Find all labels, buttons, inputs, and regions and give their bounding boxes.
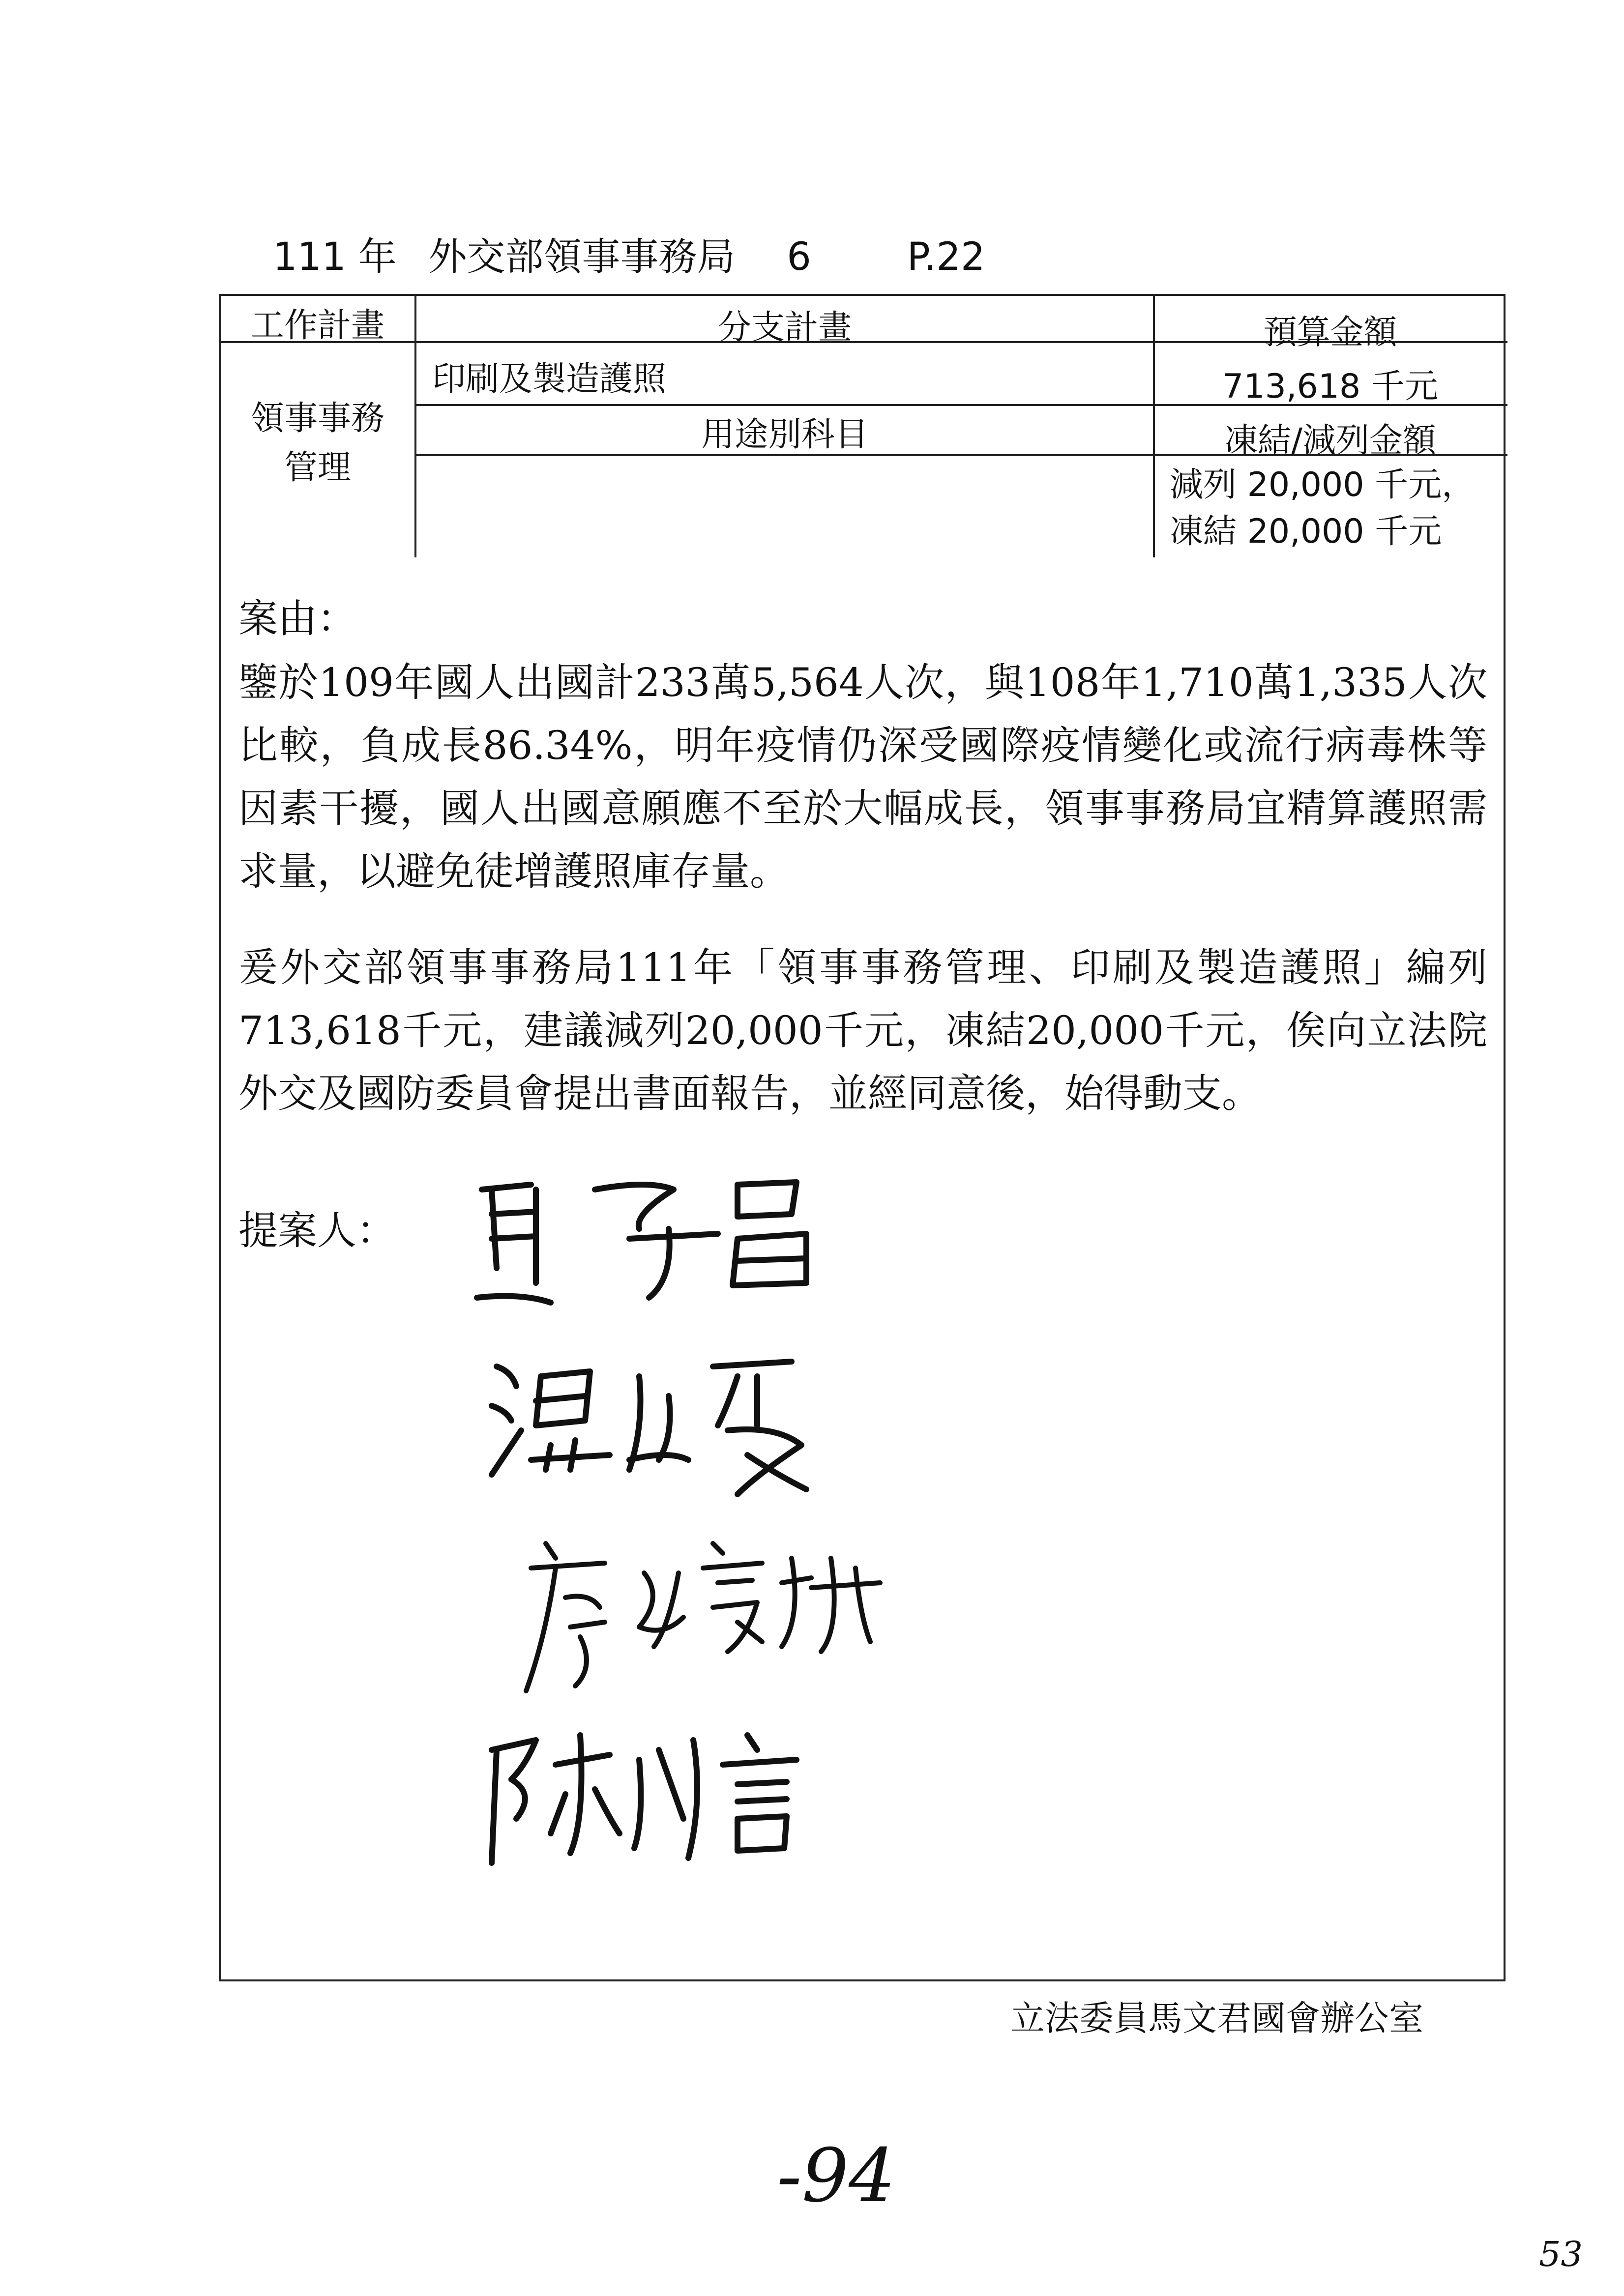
- document-header: [273, 226, 1005, 281]
- col-header-work-plan: 工作計畫: [250, 306, 384, 345]
- header-agency: 外交部領事事務局: [428, 235, 736, 279]
- signature-2: [482, 1347, 826, 1504]
- work-plan-value: 領事事務 管理: [250, 399, 384, 487]
- freeze-header: 凍結/減列金額: [1224, 421, 1436, 460]
- budget-value: 713,618 千元: [1222, 367, 1438, 406]
- signature-3: [516, 1529, 890, 1706]
- usage-header: 用途別科目: [701, 415, 868, 454]
- freeze-line-2: 凍結 20,000 千元: [1170, 512, 1442, 551]
- paragraph-2: 爰外交部領事事務局111年「領事事務管理、印刷及製造護照」編列713,618千元，建議減列20,000千元，凍結20,000千元，俟向立法院外交及國防委員會提出書面報告，並經同意後，始得動支。: [238, 945, 1487, 1116]
- signature-1: [462, 1170, 836, 1317]
- paragraph-1: 鑒於109年國人出國計233萬5,564人次，與108年1,710萬1,335人次比較，負成長86.34%，明年疫情仍深受國際疫情變化或流行病毒株等因素干擾，國人出國意願應不至於大幅成長，領事事務局宜精算護照需求量，以避免徒增護照庫存量。: [238, 660, 1487, 894]
- case-label: 案由：: [238, 596, 356, 641]
- corner-number: 53: [1539, 2234, 1583, 2274]
- header-year: 111 年: [273, 235, 397, 279]
- branch-plan-value: 印刷及製造護照: [432, 360, 667, 399]
- header-page: P.22: [907, 235, 985, 279]
- handwritten-page-number: -94: [777, 2133, 896, 2219]
- col-header-branch-plan: 分支計畫: [717, 308, 852, 347]
- proposer-label: 提案人：: [238, 1208, 396, 1253]
- signature-4: [472, 1720, 856, 1868]
- office-footer: 立法委員馬文君國會辦公室: [1010, 1998, 1423, 2038]
- header-item-no: 6: [787, 235, 811, 279]
- freeze-line-1: 減列 20,000 千元，: [1170, 465, 1476, 504]
- col-header-budget: 預算金額: [1263, 313, 1397, 352]
- budget-table: [219, 294, 1506, 555]
